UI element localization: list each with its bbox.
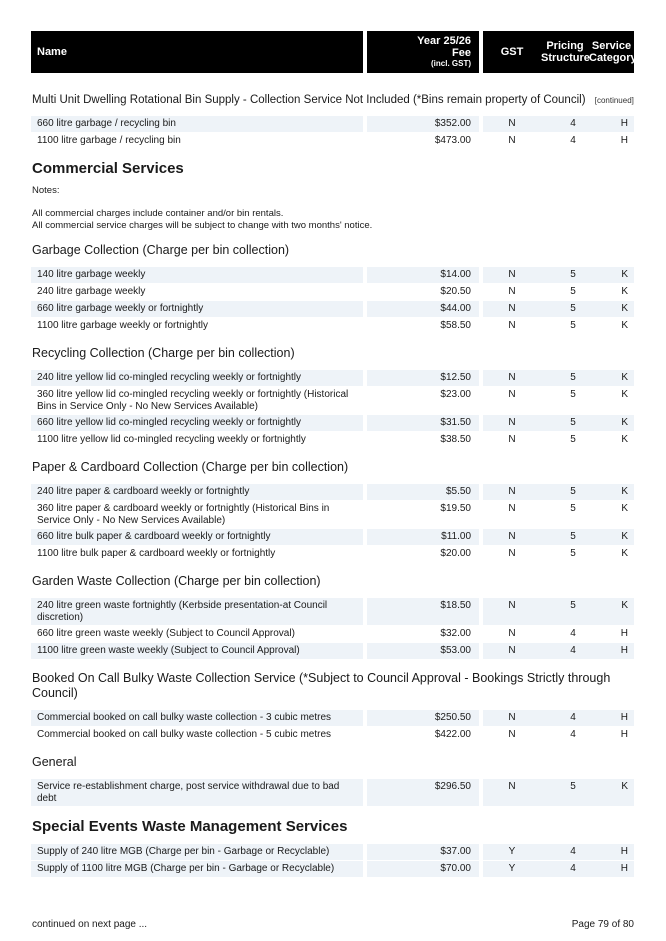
table-row [31,598,634,625]
row-name: 1100 litre garbage weekly or fortnightly [31,318,363,334]
row-name: 660 litre green waste weekly (Subject to Council Approval) [31,626,363,642]
subsection-title-bulky-line1: Booked On Call Bulky Waste Collection Service (*Subject to Council Approval - Bookings Strictly through [32,671,611,685]
subsection-title-general: General [32,755,77,769]
row-name: 660 litre garbage / recycling bin [31,116,363,132]
row-name: 240 litre yellow lid co-mingled recycling weekly or fortnightly [31,370,363,386]
row-category: H [620,628,628,639]
row-gst: N [508,320,516,331]
subsection-title-garbage: Garbage Collection (Charge per bin collection) [32,243,290,257]
row-gst: N [508,503,516,514]
row-category: K [621,781,628,792]
header-service-category: Service Category [589,40,637,64]
subsection-title-paper: Paper & Cardboard Collection (Charge per bin collection) [32,460,349,474]
header-pricing-structure: Pricing Structure [541,40,590,64]
table-row [31,861,634,877]
row-pricing: 4 [570,863,576,874]
row-category: K [621,372,628,383]
subsection-title-garden: Garden Waste Collection (Charge per bin collection) [32,574,321,588]
footer-continued: continued on next page ... [32,919,148,930]
row-name: 240 litre garbage weekly [31,284,363,300]
table-row [31,284,634,300]
table-row [31,710,634,726]
row-name: 1100 litre garbage / recycling bin [31,133,363,149]
row-gst: N [508,434,516,445]
row-fee: $14.00 [367,267,479,283]
row-fee: $5.50 [367,484,479,500]
row-pricing: 5 [570,303,576,314]
multi-unit-title: Multi Unit Dwelling Rotational Bin Supply - Collection Service Not Included (*Bins remain property of Council) [32,94,586,106]
section-title-special-events: Special Events Waste Management Services [32,818,348,835]
subsection-title-bulky-line2: Council) [32,686,78,700]
row-pricing: 5 [570,486,576,497]
row-category: K [621,269,628,280]
row-pricing: 5 [570,269,576,280]
row-fee: $12.50 [367,370,479,386]
row-category: K [621,600,628,611]
row-fee: $18.50 [367,598,479,625]
row-category: K [621,417,628,428]
row-pricing: 5 [570,600,576,611]
row-name: 1100 litre green waste weekly (Subject to Council Approval) [31,643,363,659]
row-name: 360 litre yellow lid co-mingled recycling weekly or fortnightly (Historical Bins in Service Only - No New Services Available) [31,387,363,414]
row-pricing: 5 [570,531,576,542]
row-name: 1100 litre yellow lid co-mingled recycling weekly or fortnightly [31,432,363,448]
row-fee: $250.50 [367,710,479,726]
row-fee: $44.00 [367,301,479,317]
row-pricing: 5 [570,372,576,383]
row-gst: N [508,372,516,383]
row-gst: N [508,628,516,639]
header-fee [367,31,479,73]
row-category: H [620,135,628,146]
row-category: H [620,846,628,857]
row-gst: N [508,486,516,497]
row-gst: N [508,269,516,280]
row-gst: Y [508,863,516,874]
row-fee: $11.00 [367,529,479,545]
row-name: Commercial booked on call bulky waste collection - 3 cubic metres [31,710,363,726]
row-fee: $473.00 [367,133,479,149]
table-row [31,546,634,562]
row-name: 360 litre paper & cardboard weekly or fortnightly (Historical Bins in Service Only - No New Services Available) [31,501,363,528]
row-category: H [620,712,628,723]
header-gst: GST [500,46,524,58]
table-row [31,727,634,743]
row-fee: $20.00 [367,546,479,562]
row-category: K [621,286,628,297]
row-name: 1100 litre bulk paper & cardboard weekly or fortnightly [31,546,363,562]
row-gst: N [508,417,516,428]
row-name: Supply of 240 litre MGB (Charge per bin - Garbage or Recyclable) [31,844,363,860]
table-row [31,484,634,500]
table-row [31,626,634,642]
section-title-commercial: Commercial Services [32,160,184,177]
table-header [31,31,637,73]
row-fee: $352.00 [367,116,479,132]
table-row [31,643,634,659]
section-title-multi-unit [32,94,634,106]
row-fee: $58.50 [367,318,479,334]
row-name: 660 litre bulk paper & cardboard weekly or fortnightly [31,529,363,545]
row-category: H [620,118,628,129]
row-pricing: 5 [570,781,576,792]
table-row [31,301,634,317]
row-pricing: 5 [570,286,576,297]
table-row [31,501,634,528]
row-pricing: 5 [570,389,576,400]
row-category: K [621,303,628,314]
row-gst: N [508,286,516,297]
row-category: K [621,531,628,542]
notes-label: Notes: [32,185,60,196]
row-category: H [620,863,628,874]
row-category: K [621,486,628,497]
continued-tag: [continued] [594,96,634,105]
table-row [31,116,634,132]
row-fee: $23.00 [367,387,479,414]
table-row [31,779,634,806]
row-fee: $53.00 [367,643,479,659]
table-row [31,133,634,149]
row-pricing: 5 [570,503,576,514]
row-name: Supply of 1100 litre MGB (Charge per bin - Garbage or Recyclable) [31,861,363,877]
row-name: 140 litre garbage weekly [31,267,363,283]
row-category: H [620,729,628,740]
row-category: K [621,320,628,331]
table-row [31,844,634,860]
row-fee: $32.00 [367,626,479,642]
row-fee: $31.50 [367,415,479,431]
header-name-label: Name [37,46,67,58]
row-gst: N [508,729,516,740]
row-category: K [621,548,628,559]
note-line-1: All commercial charges include container and/or bin rentals. [32,208,284,219]
row-fee: $37.00 [367,844,479,860]
subsection-title-recycling: Recycling Collection (Charge per bin collection) [32,346,295,360]
header-codes [483,31,637,73]
table-row [31,529,634,545]
table-row [31,267,634,283]
row-pricing: 4 [570,118,576,129]
row-gst: Y [508,846,516,857]
row-name: 660 litre yellow lid co-mingled recycling weekly or fortnightly [31,415,363,431]
note-line-2: All commercial service charges will be subject to change with two months' notice. [32,220,373,231]
row-gst: N [508,645,516,656]
row-pricing: 4 [570,628,576,639]
row-fee: $38.50 [367,432,479,448]
row-gst: N [508,781,516,792]
row-pricing: 5 [570,417,576,428]
row-gst: N [508,389,516,400]
row-name: 240 litre green waste fortnightly (Kerbside presentation-at Council discretion) [31,598,363,625]
row-gst: N [508,712,516,723]
row-category: H [620,645,628,656]
row-fee: $296.50 [367,779,479,806]
row-gst: N [508,118,516,129]
header-fee-line1: Year 25/26 [417,35,471,47]
row-name: 240 litre paper & cardboard weekly or fortnightly [31,484,363,500]
row-pricing: 4 [570,712,576,723]
row-pricing: 4 [570,645,576,656]
row-pricing: 5 [570,548,576,559]
row-gst: N [508,600,516,611]
table-row [31,415,634,431]
table-row [31,432,634,448]
row-pricing: 4 [570,846,576,857]
header-fee-line3: (incl. GST) [431,59,471,68]
page-number: Page 79 of 80 [571,919,634,930]
row-category: K [621,434,628,445]
row-category: K [621,389,628,400]
table-row [31,318,634,334]
row-name: 660 litre garbage weekly or fortnightly [31,301,363,317]
row-gst: N [508,303,516,314]
row-fee: $20.50 [367,284,479,300]
row-gst: N [508,135,516,146]
row-name: Service re-establishment charge, post service withdrawal due to bad debt [31,779,363,806]
row-pricing: 5 [570,320,576,331]
header-fee-line2: Fee [452,47,471,59]
table-row [31,387,634,414]
table-row [31,370,634,386]
row-gst: N [508,531,516,542]
row-pricing: 4 [570,729,576,740]
row-pricing: 4 [570,135,576,146]
row-fee: $19.50 [367,501,479,528]
row-category: K [621,503,628,514]
row-fee: $422.00 [367,727,479,743]
row-fee: $70.00 [367,861,479,877]
row-pricing: 5 [570,434,576,445]
header-name [31,31,363,73]
row-gst: N [508,548,516,559]
row-name: Commercial booked on call bulky waste collection - 5 cubic metres [31,727,363,743]
